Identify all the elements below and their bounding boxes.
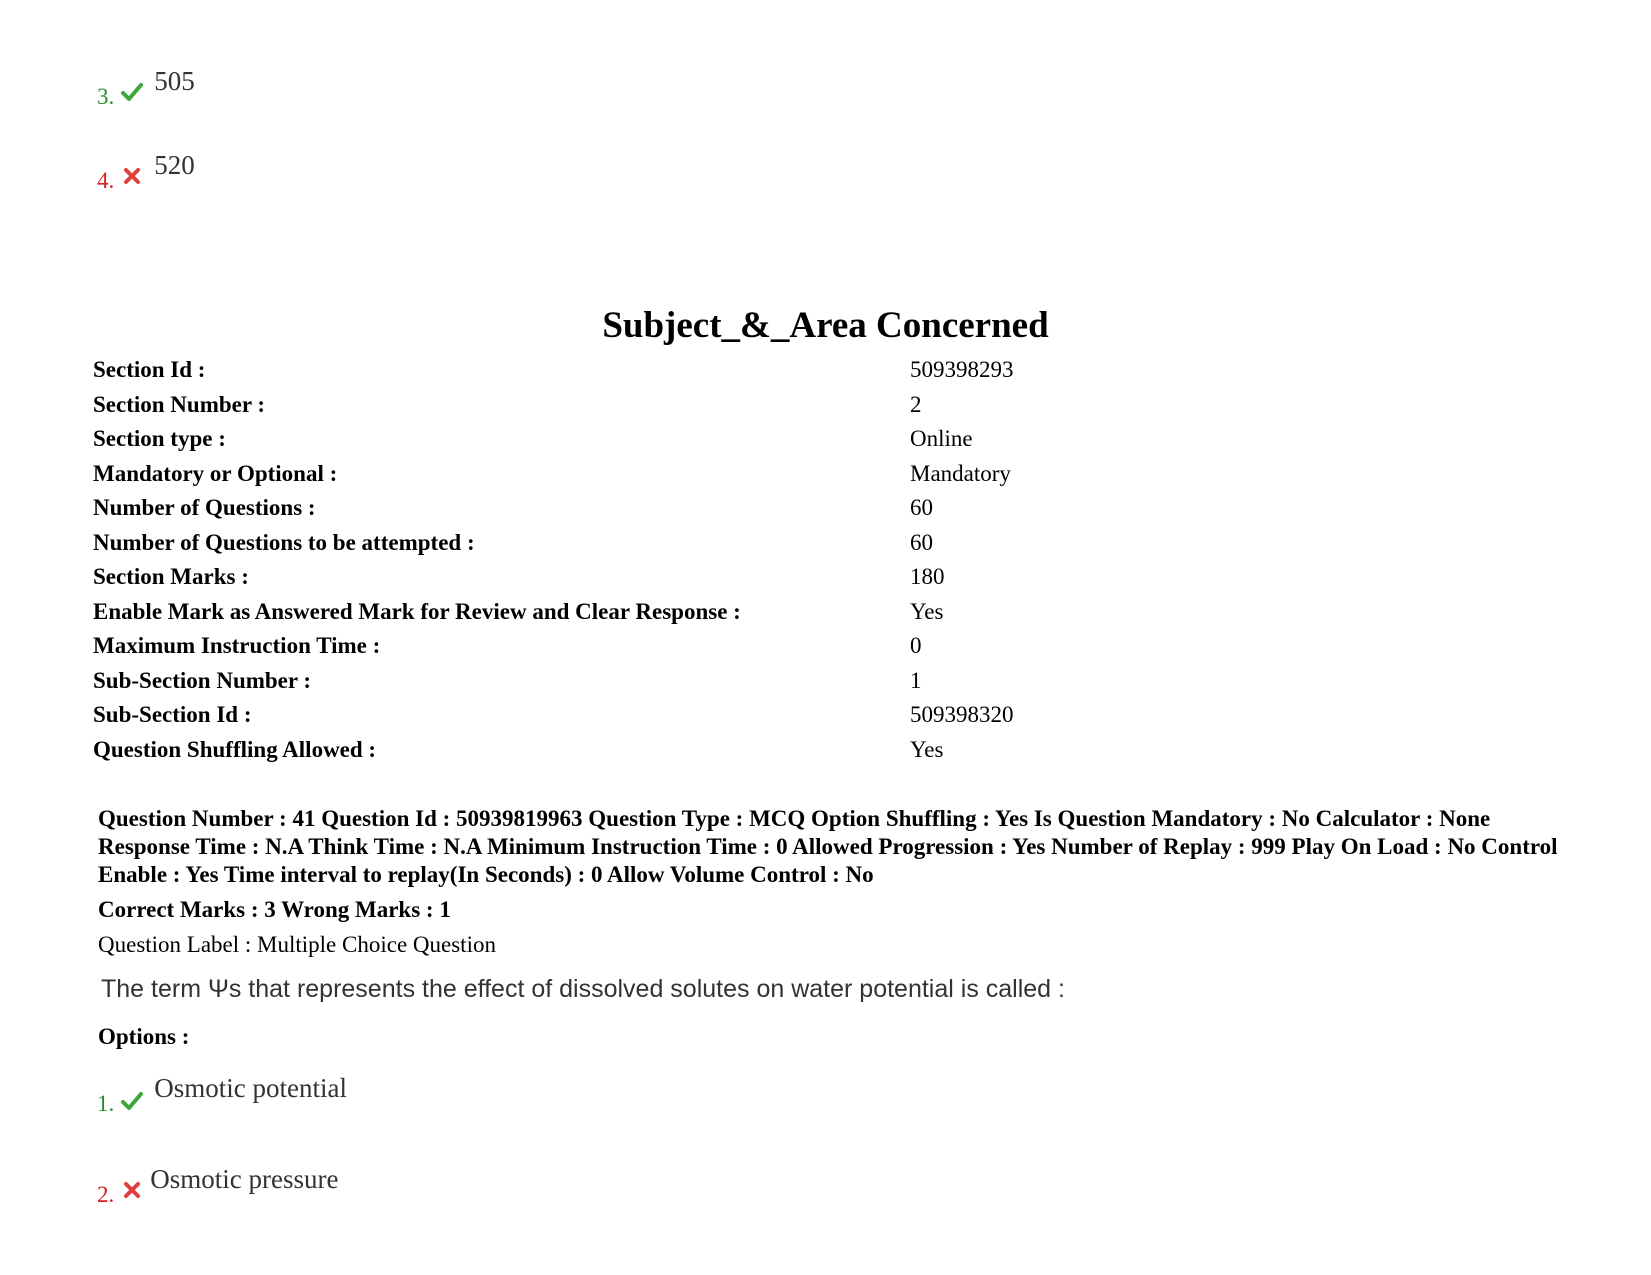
option-row xyxy=(97,66,195,110)
question-marks: Correct Marks : 3 Wrong Marks : 1 xyxy=(98,897,451,922)
info-row xyxy=(93,422,1014,457)
info-value: 0 xyxy=(910,633,922,658)
info-value: 180 xyxy=(910,564,945,589)
info-label: Enable Mark as Answered Mark for Review and Clear Response : xyxy=(93,598,741,624)
info-label: Sub-Section Id : xyxy=(93,702,252,727)
info-row xyxy=(93,353,1014,388)
cross-icon xyxy=(120,1178,144,1202)
info-label: Section Marks : xyxy=(93,564,249,589)
info-row xyxy=(93,491,1014,526)
info-label: Sub-Section Number : xyxy=(93,667,312,693)
info-label: Section Id : xyxy=(93,357,206,382)
option-number: 4. xyxy=(97,168,115,193)
option-row xyxy=(97,150,195,194)
info-row xyxy=(93,457,1014,492)
info-label: Maximum Instruction Time : xyxy=(93,633,381,658)
info-label: Section Number : xyxy=(93,391,266,417)
info-label: Mandatory or Optional : xyxy=(93,460,338,486)
check-icon xyxy=(120,80,144,104)
info-label: Number of Questions : xyxy=(93,495,316,520)
info-label: Question Shuffling Allowed : xyxy=(93,736,377,762)
option-text: Osmotic pressure xyxy=(150,1164,339,1194)
option-number: 2. xyxy=(97,1182,115,1207)
info-row xyxy=(93,560,1014,595)
option-number: 3. xyxy=(97,84,115,109)
info-value: Yes xyxy=(910,736,944,762)
info-value: Online xyxy=(910,426,973,451)
info-label: Number of Questions to be attempted : xyxy=(93,529,475,555)
info-value: Mandatory xyxy=(910,460,1011,486)
option-number: 1. xyxy=(97,1091,115,1116)
option-text: Osmotic potential xyxy=(154,1073,347,1103)
info-row xyxy=(93,595,1014,630)
question-text: The term Ψs that represents the effect of dissolved solutes on water potential is called : xyxy=(101,975,1065,1003)
info-row xyxy=(93,664,1014,699)
info-value: 60 xyxy=(910,495,933,520)
question-label: Question Label : Multiple Choice Question xyxy=(98,932,496,957)
info-row xyxy=(93,698,1014,733)
info-value: 509398320 xyxy=(910,702,1014,727)
option-text: 505 xyxy=(154,66,195,96)
option-row xyxy=(97,1164,338,1208)
info-value: 2 xyxy=(910,391,922,417)
info-row xyxy=(93,629,1014,664)
info-row xyxy=(93,733,1014,768)
check-icon xyxy=(120,1089,144,1113)
info-value: 1 xyxy=(910,667,922,693)
section-info-table xyxy=(93,353,1014,767)
section-title: Subject_&_Area Concerned xyxy=(602,305,1049,346)
option-text: 520 xyxy=(154,150,195,180)
option-row xyxy=(97,1073,347,1117)
question-meta: Question Number : 41 Question Id : 50939819963 Question Type : MCQ Option Shuffling : Yes Is Question Mandatory : No Calculator : None Response Time : N.A Think Time : N.A Minimum Instruction Time : 0 Allowed Progression : Yes Number of Replay : 999 Play On Load : No Control Enable : Yes Time interval to replay(In Seconds) : 0 Allow Volume Control : No xyxy=(98,806,1558,887)
info-row xyxy=(93,526,1014,561)
options-title: Options : xyxy=(98,1024,190,1049)
info-label: Section type : xyxy=(93,426,226,451)
info-value: Yes xyxy=(910,598,944,624)
info-value: 509398293 xyxy=(910,357,1014,382)
cross-icon xyxy=(120,164,144,188)
info-row xyxy=(93,388,1014,423)
info-value: 60 xyxy=(910,529,933,555)
